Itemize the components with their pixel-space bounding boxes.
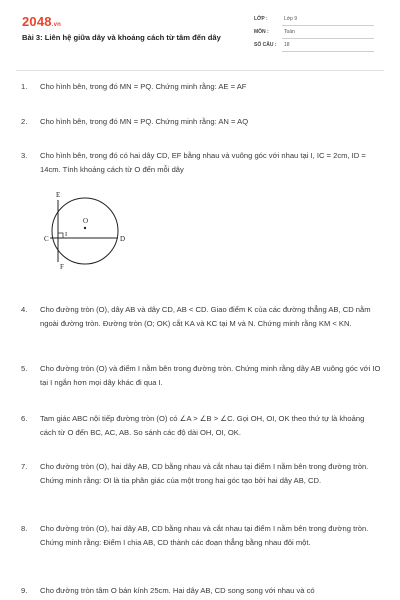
right-angle-mark	[58, 233, 63, 238]
meta-count-label: SỐ CÂU :	[254, 42, 277, 48]
meta-count-value: 18	[284, 42, 290, 48]
question-number: 9.	[21, 586, 28, 595]
circle-diagram	[38, 188, 128, 270]
meta-underline	[282, 38, 374, 39]
question-text: Cho đường tròn (O), hai dây AB, CD bằng nhau và cắt nhau tại điểm I nằm bên trong đường tròn. Chứng minh rằng: OI là tia phân giác của một trong hai góc tạo bởi hai dây AB, CD.	[40, 462, 369, 485]
meta-subject-row	[254, 27, 374, 40]
meta-info	[254, 14, 374, 53]
question-number: 8.	[21, 524, 28, 533]
question-text: Tam giác ABC nội tiếp đường tròn (O) có ∠A > ∠B > ∠C. Gọi OH, OI, OK theo thứ tự là khoảng cách từ O đến BC, AC, AB. So sánh các độ dài OH, OI, OK.	[40, 414, 365, 437]
center-point	[84, 227, 86, 229]
meta-subject-label: MÔN :	[254, 29, 269, 35]
label-d: D	[120, 235, 126, 243]
circle-figure	[38, 188, 128, 270]
label-i: I	[65, 231, 68, 238]
question-text: Cho đường tròn (O), dây AB và dây CD, AB < CD. Giao điểm K của các đường thẳng AB, CD nằm ngoài đường tròn. Đường tròn (O; OK) cắt KA và KC tại M và N. Chứng minh rằng KM < KN.	[40, 305, 371, 328]
circle-shape	[52, 198, 118, 264]
question-number: 3.	[21, 151, 28, 160]
meta-underline	[282, 51, 374, 52]
meta-underline	[282, 25, 374, 26]
header-divider	[16, 70, 384, 71]
label-f: F	[60, 263, 64, 271]
site-logo[interactable]	[22, 14, 61, 29]
meta-class-row	[254, 14, 374, 27]
question-number: 6.	[21, 414, 28, 423]
worksheet-title: Bài 3: Liên hệ giữa dây và khoảng cách từ tâm đến dây	[22, 33, 221, 42]
meta-count-row	[254, 40, 374, 53]
meta-class-label: LỚP :	[254, 16, 268, 22]
question-text: Cho hình bên, trong đó MN = PQ. Chứng minh rằng: AN = AQ	[40, 117, 249, 126]
question-text: Cho đường tròn (O), hai dây AB, CD bằng nhau và cắt nhau tại điểm I nằm bên trong đường tròn. Chứng minh rằng: Điểm I chia AB, CD thành các đoạn thẳng bằng nhau đôi một.	[40, 524, 369, 547]
question-text: Cho hình bên, trong đó có hai dây CD, EF bằng nhau và vuông góc với nhau tại I, IC = 2cm, ID = 14cm. Tính khoảng cách từ O đến mỗi dây	[40, 151, 366, 174]
worksheet-header	[0, 0, 400, 75]
question-text: Cho hình bên, trong đó MN = PQ. Chứng minh rằng: AE = AF	[40, 82, 247, 91]
label-o: O	[83, 217, 89, 225]
logo-main: 2048	[22, 14, 52, 29]
question-number: 2.	[21, 117, 28, 126]
label-c: C	[44, 235, 49, 243]
question-number: 7.	[21, 462, 28, 471]
question-text: Cho đường tròn tâm O bán kính 25cm. Hai dây AB, CD song song với nhau và có	[40, 586, 315, 595]
question-text: Cho đường tròn (O) và điểm I nằm bên trong đường tròn. Chứng minh rằng dây AB vuông góc với IO tại I ngắn hơn mọi dây khác đi qua I.	[40, 364, 381, 387]
meta-subject-value: Toán	[284, 29, 295, 35]
question-number: 5.	[21, 364, 28, 373]
meta-class-value: Lớp 9	[284, 16, 298, 22]
question-number: 1.	[21, 82, 28, 91]
label-e: E	[56, 191, 61, 199]
logo-suffix: .vn	[51, 22, 62, 28]
question-number: 4.	[21, 305, 28, 314]
